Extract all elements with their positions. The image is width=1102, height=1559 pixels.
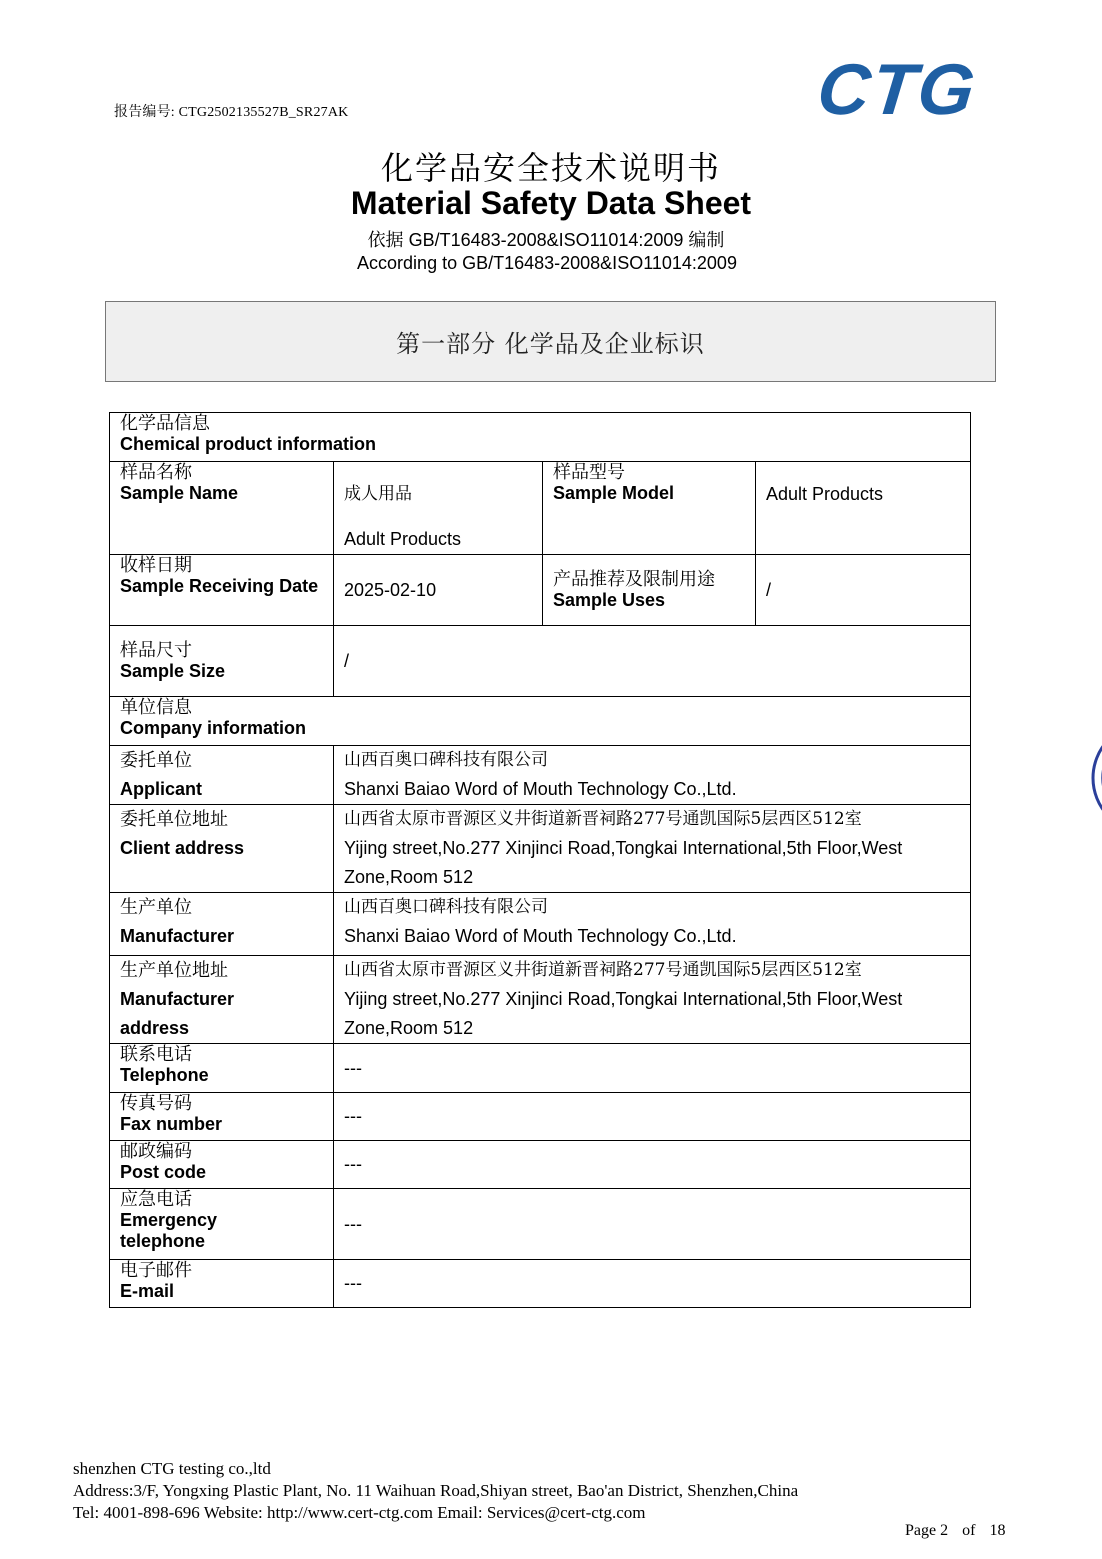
sample-uses-label: 产品推荐及限制用途 Sample Uses <box>543 555 756 626</box>
page-total: 18 <box>989 1522 1006 1539</box>
sample-model-value: Adult Products <box>756 462 971 555</box>
receiving-date-label: 收样日期 Sample Receiving Date <box>110 555 334 626</box>
sample-model-label: 样品型号 Sample Model <box>543 462 756 555</box>
company-info-header: 单位信息 Company information <box>110 697 971 746</box>
sample-size-value: / <box>334 626 971 697</box>
client-address-value: 山西省太原市晋源区义井街道新晋祠路277号通凯国际5层西区512室 Yijing street,No.277 Xinjinci Road,Tongkai International,5th Floor,West Zone,Room 512 <box>334 805 971 893</box>
page-of-label: of <box>962 1522 976 1539</box>
email-label: 电子邮件 E-mail <box>110 1260 334 1308</box>
product-info-header: 化学品信息 Chemical product information <box>110 413 971 462</box>
fax-label: 传真号码 Fax number <box>110 1093 334 1141</box>
sample-size-label: 样品尺寸 Sample Size <box>110 626 334 697</box>
report-number: 报告编号: CTG2502135527B_SR27AK <box>114 105 349 120</box>
telephone-value: --- <box>334 1044 971 1093</box>
manufacturer-address-value: 山西省太原市晋源区义井街道新晋祠路277号通凯国际5层西区512室 Yijing street,No.277 Xinjinci Road,Tongkai International,5th Floor,West Zone,Room 512 <box>334 956 971 1044</box>
emergency-value: --- <box>334 1189 971 1260</box>
email-value: --- <box>334 1260 971 1308</box>
table-row-post-code <box>110 1141 971 1189</box>
manufacturer-label: 生产单位 Manufacturer <box>110 893 334 956</box>
client-address-label: 委托单位地址 Client address <box>110 805 334 893</box>
footer-contact: Tel: 4001-898-696 Website: http://www.cert-ctg.com Email: Services@cert-ctg.com <box>73 1503 646 1522</box>
manufacturer-address-label: 生产单位地址 Manufacturer address <box>110 956 334 1044</box>
footer-company: shenzhen CTG testing co.,ltd <box>73 1459 271 1478</box>
standard-basis-cn: 依据 GB/T16483-2008&ISO11014:2009 编制 <box>367 230 725 250</box>
sample-name-value: 成人用品 Adult Products <box>334 462 543 555</box>
table-row-email <box>110 1260 971 1308</box>
table-row-sample-size <box>110 626 971 697</box>
receiving-date-value: 2025-02-10 <box>334 555 543 626</box>
applicant-label: 委托单位 Applicant <box>110 746 334 805</box>
table-row-emergency <box>110 1189 971 1260</box>
section-heading-text: 第一部分 化学品及企业标识 <box>396 330 705 358</box>
section-heading <box>105 301 996 382</box>
table-row-manufacturer-address <box>110 956 971 1044</box>
table-row-manufacturer <box>110 893 971 956</box>
document-title-en: Material Safety Data Sheet <box>350 185 752 221</box>
page-label: Page 2 <box>905 1522 949 1539</box>
sample-uses-value: / <box>756 555 971 626</box>
footer-address: Address:3/F, Yongxing Plastic Plant, No. 11 Waihuan Road,Shiyan street, Bao'an District, Shenzhen,China <box>73 1481 799 1500</box>
footer <box>73 1458 798 1524</box>
standard-basis-en: According to GB/T16483-2008&ISO11014:2009 <box>357 253 737 273</box>
table-row-sample-name <box>110 462 971 555</box>
table-row-fax <box>110 1093 971 1141</box>
product-info-table <box>109 412 971 1308</box>
table-row-telephone <box>110 1044 971 1093</box>
table-row-client-address <box>110 805 971 893</box>
table-row-receiving-date <box>110 555 971 626</box>
table-row-company-info <box>110 697 971 746</box>
post-code-label: 邮政编码 Post code <box>110 1141 334 1189</box>
post-code-value: --- <box>334 1141 971 1189</box>
fax-value: --- <box>334 1093 971 1141</box>
table-row-applicant <box>110 746 971 805</box>
document-title-cn: 化学品安全技术说明书 <box>380 149 721 187</box>
ctg-logo: CTG <box>813 50 981 130</box>
manufacturer-value: 山西百奥口碑科技有限公司 Shanxi Baiao Word of Mouth Technology Co.,Ltd. <box>334 893 971 956</box>
applicant-value: 山西百奥口碑科技有限公司 Shanxi Baiao Word of Mouth Technology Co.,Ltd. <box>334 746 971 805</box>
table-row-product-info <box>110 413 971 462</box>
page-number <box>905 1522 1019 1540</box>
telephone-label: 联系电话 Telephone <box>110 1044 334 1093</box>
seal-stamp-icon <box>1088 718 1102 838</box>
emergency-label: 应急电话 Emergency telephone <box>110 1189 334 1260</box>
sample-name-label: 样品名称 Sample Name <box>110 462 334 555</box>
